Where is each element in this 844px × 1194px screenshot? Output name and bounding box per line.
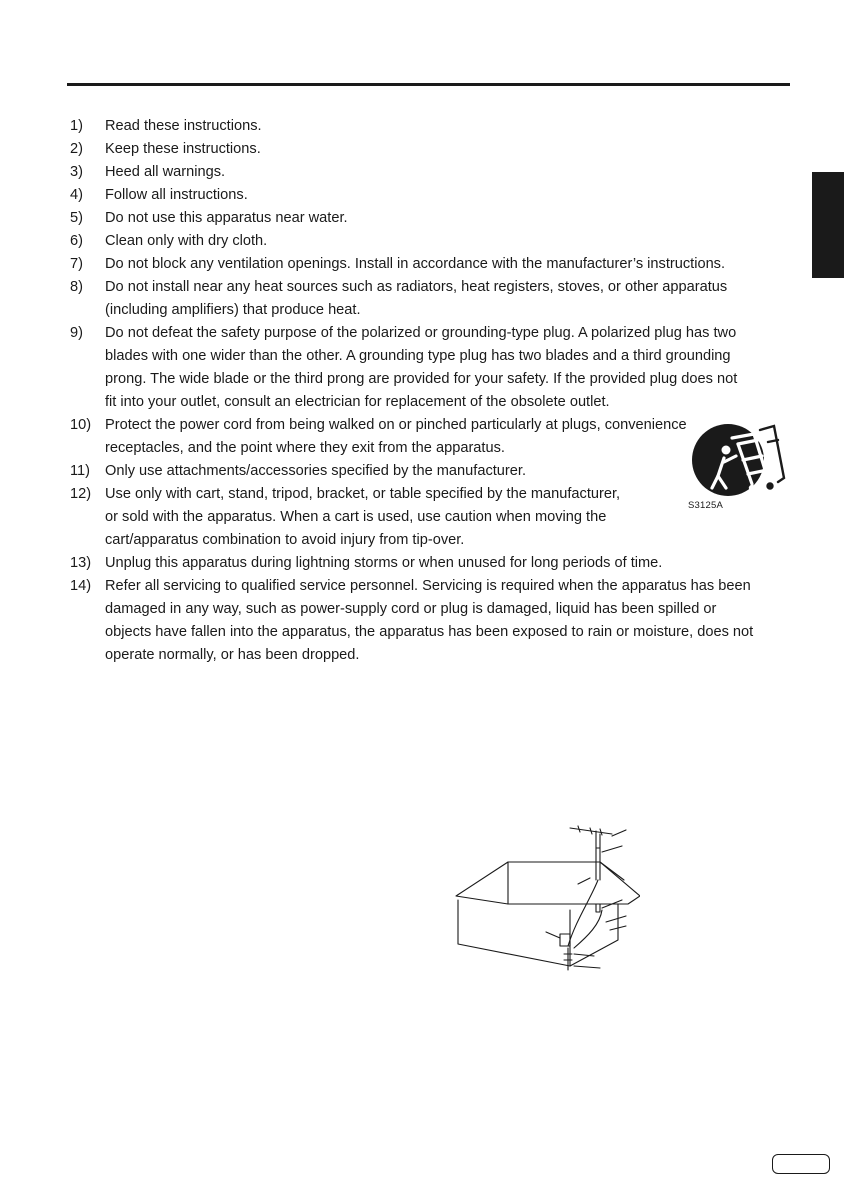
item-text: Do not use this apparatus near water. (105, 210, 348, 226)
list-item (70, 138, 792, 161)
item-text: Heed all warnings. (105, 164, 226, 180)
item-number: 6) (70, 233, 83, 249)
item-number: 4) (70, 187, 83, 203)
language-side-tab (812, 172, 844, 278)
item-text: prong. The wide blade or the third prong are provided for your safety. If the provided plug does not (105, 371, 738, 387)
item-text: Do not defeat the safety purpose of the polarized or grounding-type plug. A polarized plug has two (105, 325, 737, 341)
item-number: 1) (70, 118, 83, 134)
item-text: Do not block any ventilation openings. Install in accordance with the manufacturer’s instructions. (105, 256, 726, 272)
page-number-box (772, 1154, 830, 1174)
item-number: 11) (70, 463, 91, 479)
item-text: cart/apparatus combination to avoid injury from tip-over. (105, 532, 465, 548)
item-text: Read these instructions. (105, 118, 262, 134)
item-text: receptacles, and the point where they exit from the apparatus. (105, 440, 505, 456)
cart-warning-code: S3125A (688, 500, 724, 511)
item-text: damaged in any way, such as power-supply cord or plug is damaged, liquid has been spilled or (105, 601, 717, 617)
item-number: 10) (70, 417, 92, 433)
item-text: Protect the power cord from being walked on or pinched particularly at plugs, convenience (105, 417, 687, 433)
item-number: 13) (70, 555, 92, 571)
item-text: Keep these instructions. (105, 141, 261, 157)
item-text: fit into your outlet, consult an electrician for replacement of the obsolete outlet. (105, 394, 610, 410)
item-number: 3) (70, 164, 83, 180)
cart-warning-figure (672, 420, 788, 515)
list-item (70, 552, 792, 575)
list-item (70, 575, 792, 667)
item-text: Unplug this apparatus during lightning storms or when unused for long periods of time. (105, 555, 663, 571)
safety-instructions-list (70, 115, 792, 667)
item-text: (including amplifiers) that produce heat. (105, 302, 361, 318)
item-text: blades with one wider than the other. A grounding type plug has two blades and a third grounding (105, 348, 731, 364)
item-text: Do not install near any heat sources such as radiators, heat registers, stoves, or other apparatus (105, 279, 728, 295)
item-text: Refer all servicing to qualified service personnel. Servicing is required when the apparatus has been (105, 578, 751, 594)
item-text: Use only with cart, stand, tripod, bracket, or table specified by the manufacturer, (105, 486, 621, 502)
item-number: 14) (70, 578, 92, 594)
list-item (70, 322, 792, 414)
antenna-grounding-house-icon (450, 820, 640, 980)
item-text: Only use attachments/accessories specified by the manufacturer. (105, 463, 526, 479)
item-number: 12) (70, 486, 92, 502)
item-number: 8) (70, 279, 83, 295)
top-rule (67, 83, 790, 86)
antenna-grounding-diagram (450, 820, 640, 980)
list-item (70, 115, 792, 138)
cart-tip-over-warning-icon (672, 420, 788, 500)
list-item (70, 161, 792, 184)
item-number: 9) (70, 325, 83, 341)
item-text: objects have fallen into the apparatus, the apparatus has been exposed to rain or moisture, does not (105, 624, 754, 640)
item-text: Follow all instructions. (105, 187, 248, 203)
list-item (70, 184, 792, 207)
item-text: or sold with the apparatus. When a cart is used, use caution when moving the (105, 509, 607, 525)
list-item (70, 253, 792, 276)
list-item (70, 276, 792, 322)
item-number: 7) (70, 256, 83, 272)
list-item (70, 207, 792, 230)
item-text: operate normally, or has been dropped. (105, 647, 360, 663)
item-number: 5) (70, 210, 83, 226)
item-number: 2) (70, 141, 83, 157)
list-item (70, 483, 705, 552)
item-text: Clean only with dry cloth. (105, 233, 268, 249)
list-item (70, 230, 792, 253)
